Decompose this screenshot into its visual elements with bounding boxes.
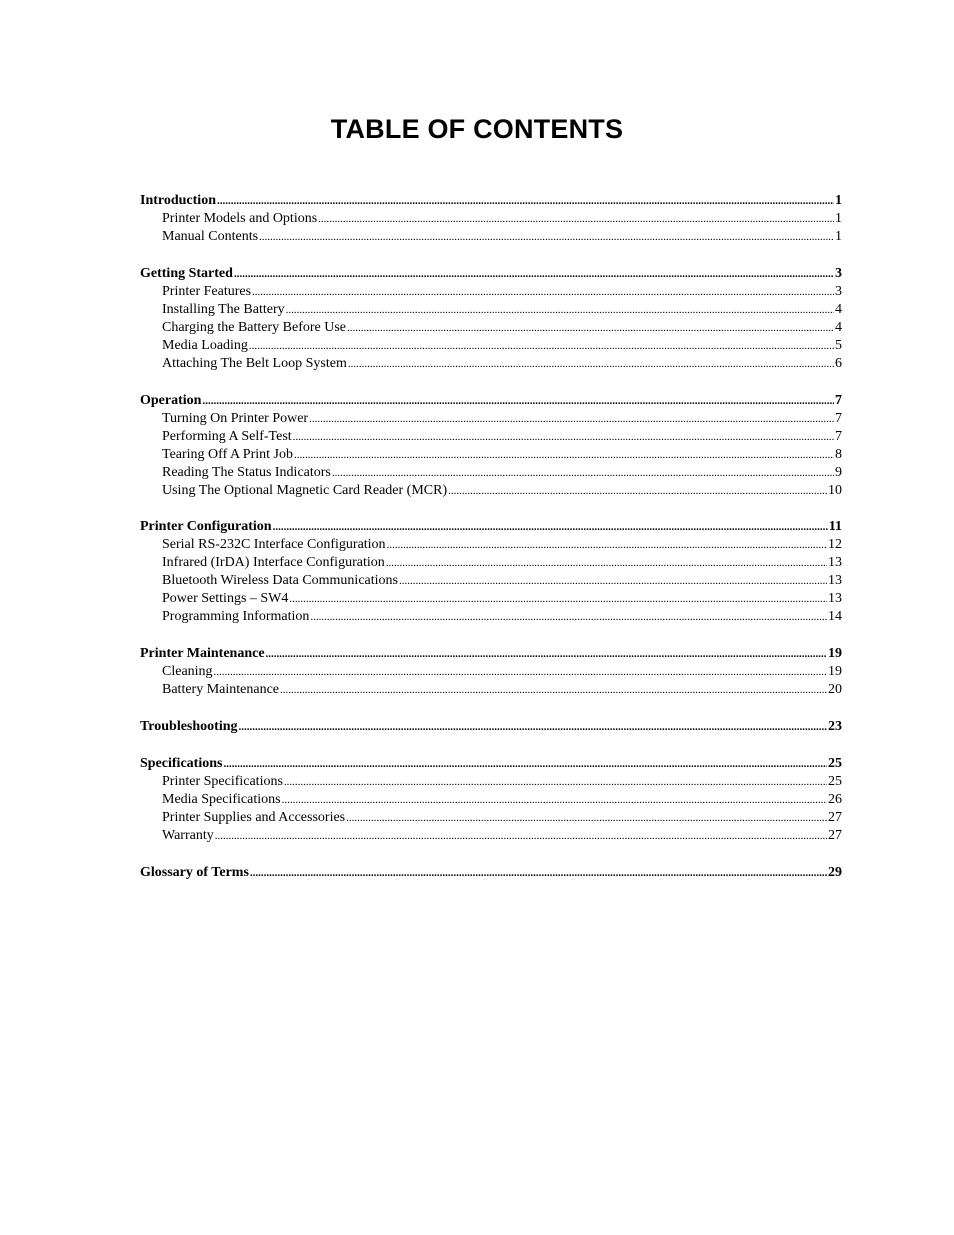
toc-subsection-entry-page-number: 1 bbox=[835, 229, 842, 244]
toc-subsection-entry[interactable] bbox=[140, 283, 842, 301]
toc-subsection-entry-title: Power Settings – SW4 bbox=[162, 591, 289, 607]
toc-chapter-entry[interactable] bbox=[140, 192, 842, 210]
toc-subsection-entry-page-number: 6 bbox=[835, 355, 842, 371]
dot-leader bbox=[202, 392, 834, 410]
toc-subsection-entry[interactable] bbox=[140, 337, 842, 355]
toc-subsection-entry-page-number: 7 bbox=[835, 410, 842, 426]
toc-chapter-entry-page-number: 1 bbox=[835, 193, 842, 208]
toc-subsection-entry[interactable] bbox=[140, 572, 842, 590]
dot-leader bbox=[332, 464, 834, 482]
dot-leader bbox=[399, 572, 827, 590]
toc-subsection-entry-page-number: 20 bbox=[828, 682, 842, 698]
toc-section bbox=[140, 718, 842, 736]
toc-subsection-entry[interactable] bbox=[140, 536, 842, 554]
toc-subsection-entry-page-number: 7 bbox=[835, 428, 842, 444]
dot-leader bbox=[309, 410, 834, 428]
toc-subsection-entry-title: Media Loading bbox=[162, 337, 248, 353]
toc-subsection-entry-page-number: 12 bbox=[828, 537, 842, 553]
toc-subsection-entry-title: Charging the Battery Before Use bbox=[162, 319, 347, 335]
toc-subsection-entry-title: Serial RS-232C Interface Configuration bbox=[162, 537, 386, 553]
toc-chapter-entry-page-number: 19 bbox=[828, 646, 842, 662]
dot-leader bbox=[234, 265, 834, 283]
dot-leader bbox=[346, 809, 827, 827]
toc-subsection-entry[interactable] bbox=[140, 428, 842, 446]
toc-section bbox=[140, 645, 842, 699]
toc-subsection-entry-page-number: 8 bbox=[835, 446, 842, 462]
toc-subsection-entry[interactable] bbox=[140, 809, 842, 827]
toc-subsection-entry-title: Manual Contents bbox=[162, 229, 259, 244]
toc-chapter-entry-page-number: 7 bbox=[835, 392, 842, 408]
toc-chapter-entry[interactable] bbox=[140, 645, 842, 663]
toc-subsection-entry[interactable] bbox=[140, 446, 842, 464]
dot-leader bbox=[239, 718, 827, 736]
dot-leader bbox=[217, 192, 834, 210]
page-title: TABLE OF CONTENTS bbox=[330, 114, 624, 144]
toc-subsection-entry[interactable] bbox=[140, 301, 842, 319]
toc-subsection-entry[interactable] bbox=[140, 590, 842, 608]
dot-leader bbox=[318, 210, 834, 228]
toc-subsection-entry[interactable] bbox=[140, 410, 842, 428]
dot-leader bbox=[293, 428, 834, 446]
toc-subsection-entry[interactable] bbox=[140, 663, 842, 681]
dot-leader bbox=[284, 773, 827, 791]
toc-chapter-entry[interactable] bbox=[140, 392, 842, 410]
toc-subsection-entry-title: Printer Specifications bbox=[162, 773, 283, 789]
toc-subsection-entry-title: Tearing Off A Print Job bbox=[162, 446, 293, 462]
toc-subsection-entry-page-number: 4 bbox=[835, 319, 842, 335]
toc-subsection-entry-title: Media Specifications bbox=[162, 791, 281, 807]
toc-chapter-entry-page-number: 3 bbox=[835, 265, 842, 281]
toc-subsection-entry-title: Programming Information bbox=[162, 609, 310, 625]
toc-section bbox=[140, 755, 842, 845]
toc-subsection-entry-page-number: 13 bbox=[828, 555, 842, 571]
toc-chapter-entry[interactable] bbox=[140, 265, 842, 283]
toc-chapter-entry-page-number: 25 bbox=[828, 755, 842, 771]
toc-chapter-entry-title: Troubleshooting bbox=[140, 718, 238, 734]
toc-subsection-entry-page-number: 25 bbox=[828, 773, 842, 789]
toc-chapter-entry-title: Getting Started bbox=[140, 265, 233, 281]
dot-leader bbox=[259, 228, 834, 246]
dot-leader bbox=[250, 864, 827, 882]
toc-subsection-entry-title: Infrared (IrDA) Interface Configuration bbox=[162, 555, 385, 571]
toc-chapter-entry-title: Specifications bbox=[140, 755, 223, 771]
toc-subsection-entry-title: Bluetooth Wireless Data Communications bbox=[162, 573, 398, 589]
toc-chapter-entry-title: Glossary of Terms bbox=[140, 864, 249, 880]
toc-section bbox=[140, 392, 842, 500]
dot-leader bbox=[348, 355, 834, 373]
toc-chapter-entry-page-number: 11 bbox=[828, 519, 842, 535]
dot-leader bbox=[215, 827, 827, 845]
toc-subsection-entry-page-number: 13 bbox=[828, 591, 842, 607]
toc-section bbox=[140, 864, 842, 882]
toc-chapter-entry[interactable] bbox=[140, 518, 842, 536]
toc-subsection-entry-page-number: 10 bbox=[828, 482, 842, 498]
toc-subsection-entry[interactable] bbox=[140, 482, 842, 500]
toc-subsection-entry[interactable] bbox=[140, 319, 842, 337]
dot-leader bbox=[249, 337, 834, 355]
toc-chapter-entry[interactable] bbox=[140, 718, 842, 736]
dot-leader bbox=[282, 791, 827, 809]
toc-subsection-entry-title: Reading The Status Indicators bbox=[162, 464, 331, 480]
dot-leader bbox=[280, 681, 827, 699]
dot-leader bbox=[252, 283, 834, 301]
toc-subsection-entry-page-number: 5 bbox=[835, 337, 842, 353]
toc-subsection-entry[interactable] bbox=[140, 210, 842, 228]
toc-subsection-entry-title: Performing A Self-Test bbox=[162, 428, 292, 444]
toc-chapter-entry[interactable] bbox=[140, 755, 842, 773]
toc-subsection-entry-title: Battery Maintenance bbox=[162, 682, 280, 698]
toc-subsection-entry-page-number: 13 bbox=[828, 573, 842, 589]
toc-subsection-entry-title: Printer Features bbox=[162, 283, 252, 299]
toc-subsection-entry-page-number: 27 bbox=[828, 809, 842, 825]
toc-subsection-entry-title: Printer Models and Options bbox=[162, 211, 318, 226]
toc-chapter-entry-title: Introduction bbox=[140, 193, 216, 208]
dot-leader bbox=[223, 755, 827, 773]
toc-subsection-entry[interactable] bbox=[140, 554, 842, 572]
toc-subsection-entry[interactable] bbox=[140, 791, 842, 809]
toc-chapter-entry-page-number: 23 bbox=[828, 718, 842, 734]
toc-subsection-entry-title: Warranty bbox=[162, 827, 214, 843]
toc-chapter-entry[interactable] bbox=[140, 864, 842, 882]
toc-chapter-entry-page-number: 29 bbox=[828, 864, 842, 880]
dot-leader bbox=[387, 536, 827, 554]
dot-leader bbox=[386, 554, 827, 572]
toc-subsection-entry[interactable] bbox=[140, 827, 842, 845]
dot-leader bbox=[289, 590, 827, 608]
toc-subsection-entry-title: Using The Optional Magnetic Card Reader (MCR) bbox=[162, 482, 448, 498]
toc-chapter-entry-title: Printer Configuration bbox=[140, 519, 272, 535]
toc-subsection-entry-page-number: 14 bbox=[828, 609, 842, 625]
toc-subsection-entry[interactable] bbox=[140, 773, 842, 791]
toc-subsection-entry-page-number: 1 bbox=[835, 211, 842, 226]
toc-subsection-entry[interactable] bbox=[140, 228, 842, 246]
toc-subsection-entry-page-number: 26 bbox=[828, 791, 842, 807]
dot-leader bbox=[448, 482, 827, 500]
toc-subsection-entry-page-number: 27 bbox=[828, 827, 842, 843]
toc-section bbox=[140, 518, 842, 626]
toc-subsection-entry-page-number: 9 bbox=[835, 464, 842, 480]
table-of-contents bbox=[140, 192, 842, 900]
toc-subsection-entry-page-number: 3 bbox=[835, 283, 842, 299]
toc-subsection-entry-title: Printer Supplies and Accessories bbox=[162, 809, 346, 825]
dot-leader bbox=[294, 446, 834, 464]
toc-section bbox=[140, 192, 842, 246]
toc-subsection-entry-title: Turning On Printer Power bbox=[162, 410, 309, 426]
dot-leader bbox=[214, 663, 827, 681]
dot-leader bbox=[286, 301, 834, 319]
dot-leader bbox=[266, 645, 827, 663]
toc-subsection-entry-title: Attaching The Belt Loop System bbox=[162, 355, 347, 371]
toc-subsection-entry-title: Installing The Battery bbox=[162, 301, 285, 317]
toc-subsection-entry-title: Cleaning bbox=[162, 664, 213, 680]
dot-leader bbox=[273, 518, 828, 536]
dot-leader bbox=[310, 608, 827, 626]
toc-section bbox=[140, 265, 842, 373]
toc-subsection-entry[interactable] bbox=[140, 355, 842, 373]
toc-chapter-entry-title: Operation bbox=[140, 392, 202, 408]
dot-leader bbox=[347, 319, 834, 337]
toc-subsection-entry-page-number: 19 bbox=[828, 664, 842, 680]
toc-chapter-entry-title: Printer Maintenance bbox=[140, 646, 265, 662]
toc-subsection-entry[interactable] bbox=[140, 681, 842, 699]
toc-subsection-entry-page-number: 4 bbox=[835, 301, 842, 317]
toc-subsection-entry[interactable] bbox=[140, 464, 842, 482]
toc-subsection-entry[interactable] bbox=[140, 608, 842, 626]
